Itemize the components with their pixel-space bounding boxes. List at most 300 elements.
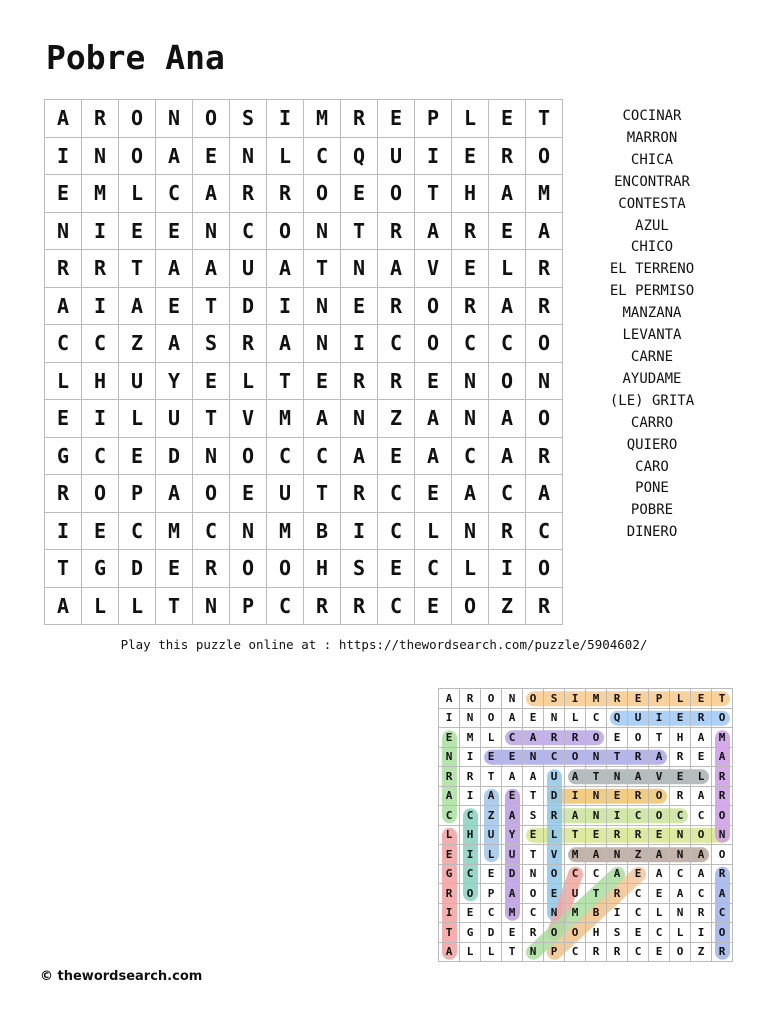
grid-cell: R — [452, 213, 489, 251]
solution-cell: N — [439, 748, 460, 768]
grid-cell: U — [119, 363, 156, 401]
grid-cell: N — [341, 250, 378, 288]
grid-cell: A — [489, 175, 526, 213]
solution-cell: C — [628, 904, 649, 924]
grid-cell: C — [119, 513, 156, 551]
solution-cell: O — [691, 826, 712, 846]
grid-cell: A — [489, 400, 526, 438]
solution-cell: U — [628, 709, 649, 729]
grid-cell: G — [82, 550, 119, 588]
grid-cell: E — [193, 138, 230, 176]
solution-cell: R — [439, 884, 460, 904]
solution-cell: T — [565, 826, 586, 846]
solution-cell: T — [439, 923, 460, 943]
grid-cell: E — [156, 213, 193, 251]
solution-cell: L — [670, 689, 691, 709]
grid-cell: M — [304, 100, 341, 138]
grid-cell: O — [489, 363, 526, 401]
solution-cell: O — [670, 943, 691, 963]
grid-cell: E — [378, 100, 415, 138]
grid-cell: E — [230, 475, 267, 513]
grid-cell: C — [378, 475, 415, 513]
solution-cell: R — [460, 767, 481, 787]
solution-cell: A — [628, 767, 649, 787]
grid-cell: E — [156, 550, 193, 588]
grid-cell: O — [193, 475, 230, 513]
solution-cell: C — [502, 728, 523, 748]
grid-cell: N — [193, 438, 230, 476]
grid-cell: R — [341, 363, 378, 401]
grid-cell: A — [193, 250, 230, 288]
solution-cell: T — [649, 728, 670, 748]
grid-cell: G — [45, 438, 82, 476]
solution-cell: O — [712, 923, 733, 943]
solution-cell: E — [586, 826, 607, 846]
grid-cell: A — [156, 475, 193, 513]
solution-cell: I — [565, 689, 586, 709]
solution-cell: R — [523, 923, 544, 943]
solution-cell: L — [439, 826, 460, 846]
solution-cell: H — [460, 826, 481, 846]
solution-key — [438, 688, 732, 966]
solution-cell: E — [649, 884, 670, 904]
grid-cell: A — [452, 475, 489, 513]
solution-cell: R — [628, 826, 649, 846]
play-online-link[interactable]: Play this puzzle online at : https://thewordsearch.com/puzzle/5904602/ — [120, 637, 648, 652]
solution-cell: R — [712, 865, 733, 885]
word-list-item: POBRE — [630, 502, 674, 519]
grid-cell: A — [489, 288, 526, 326]
word-list-item: CARO — [635, 458, 669, 475]
solution-cell: P — [649, 689, 670, 709]
solution-cell: T — [502, 943, 523, 963]
grid-cell: O — [415, 288, 452, 326]
grid-cell: R — [378, 213, 415, 251]
solution-cell: E — [628, 689, 649, 709]
puzzle-title: Pobre Ana — [46, 38, 225, 77]
solution-cell: I — [607, 904, 628, 924]
grid-cell: T — [304, 475, 341, 513]
solution-cell: A — [712, 884, 733, 904]
solution-cell: C — [712, 904, 733, 924]
grid-cell: N — [230, 513, 267, 551]
grid-cell: O — [526, 325, 563, 363]
grid-cell: R — [230, 325, 267, 363]
solution-cell: A — [565, 767, 586, 787]
grid-cell: I — [82, 400, 119, 438]
solution-cell: N — [670, 845, 691, 865]
grid-cell: O — [378, 175, 415, 213]
solution-cell: A — [439, 787, 460, 807]
solution-cell: N — [502, 689, 523, 709]
solution-cell: O — [628, 728, 649, 748]
solution-cell: M — [586, 689, 607, 709]
solution-cell: E — [502, 748, 523, 768]
solution-cell: Y — [502, 826, 523, 846]
solution-cell: R — [607, 689, 628, 709]
grid-cell: R — [526, 588, 563, 626]
solution-cell: C — [691, 884, 712, 904]
solution-cell: N — [523, 748, 544, 768]
solution-cell: L — [565, 709, 586, 729]
solution-grid — [438, 688, 733, 962]
solution-cell: M — [502, 904, 523, 924]
grid-cell: A — [526, 475, 563, 513]
grid-cell: I — [82, 288, 119, 326]
solution-cell: G — [460, 923, 481, 943]
grid-cell: L — [452, 550, 489, 588]
solution-cell: A — [691, 728, 712, 748]
grid-cell: C — [489, 475, 526, 513]
solution-cell: E — [523, 709, 544, 729]
grid-cell: A — [193, 175, 230, 213]
solution-cell: C — [460, 865, 481, 885]
solution-cell: L — [691, 767, 712, 787]
solution-cell: L — [649, 904, 670, 924]
grid-cell: R — [526, 438, 563, 476]
grid-cell: O — [119, 100, 156, 138]
solution-cell: E — [670, 709, 691, 729]
grid-cell: S — [193, 325, 230, 363]
grid-cell: D — [156, 438, 193, 476]
grid-cell: T — [341, 213, 378, 251]
solution-cell: C — [460, 806, 481, 826]
solution-cell: T — [481, 767, 502, 787]
solution-cell: N — [670, 826, 691, 846]
word-list-item: PONE — [635, 480, 669, 497]
solution-cell: I — [565, 787, 586, 807]
grid-cell: Q — [341, 138, 378, 176]
solution-cell: U — [544, 767, 565, 787]
solution-cell: E — [628, 865, 649, 885]
grid-cell: E — [82, 513, 119, 551]
grid-cell: Z — [378, 400, 415, 438]
grid-cell: M — [82, 175, 119, 213]
solution-cell: L — [460, 943, 481, 963]
grid-cell: T — [415, 175, 452, 213]
solution-cell: O — [481, 689, 502, 709]
grid-cell: N — [230, 138, 267, 176]
solution-cell: T — [523, 787, 544, 807]
grid-cell: N — [45, 213, 82, 251]
solution-cell: E — [460, 904, 481, 924]
solution-cell: A — [586, 845, 607, 865]
grid-cell: U — [230, 250, 267, 288]
grid-cell: P — [230, 588, 267, 626]
solution-cell: T — [523, 845, 544, 865]
grid-cell: M — [267, 400, 304, 438]
solution-cell: T — [607, 748, 628, 768]
grid-cell: S — [341, 550, 378, 588]
grid-cell: O — [526, 400, 563, 438]
grid-cell: A — [489, 438, 526, 476]
grid-cell: C — [230, 213, 267, 251]
solution-cell: R — [712, 767, 733, 787]
grid-cell: O — [526, 550, 563, 588]
grid-cell: C — [82, 438, 119, 476]
solution-cell: L — [544, 826, 565, 846]
solution-cell: U — [481, 826, 502, 846]
solution-cell: O — [523, 884, 544, 904]
grid-cell: L — [452, 100, 489, 138]
word-list-item: QUIERO — [626, 436, 678, 453]
solution-cell: O — [523, 689, 544, 709]
grid-cell: R — [341, 100, 378, 138]
grid-cell: H — [452, 175, 489, 213]
word-list-item: MANZANA — [622, 305, 682, 322]
grid-cell: E — [415, 588, 452, 626]
solution-cell: C — [628, 943, 649, 963]
solution-cell: A — [439, 943, 460, 963]
grid-cell: T — [193, 400, 230, 438]
solution-cell: L — [481, 943, 502, 963]
grid-cell: E — [341, 288, 378, 326]
solution-cell: N — [607, 845, 628, 865]
grid-cell: H — [304, 550, 341, 588]
solution-cell: I — [691, 923, 712, 943]
solution-cell: E — [607, 787, 628, 807]
grid-cell: C — [193, 513, 230, 551]
grid-cell: N — [452, 363, 489, 401]
site-footer[interactable]: © thewordsearch.com — [40, 969, 203, 984]
solution-cell: O — [565, 923, 586, 943]
word-list-item: AZUL — [635, 217, 669, 234]
solution-cell: O — [544, 923, 565, 943]
solution-cell: E — [649, 943, 670, 963]
grid-cell: A — [45, 100, 82, 138]
solution-cell: N — [523, 943, 544, 963]
grid-cell: A — [415, 213, 452, 251]
grid-cell: I — [341, 513, 378, 551]
solution-cell: M — [460, 728, 481, 748]
solution-cell: N — [586, 787, 607, 807]
grid-cell: N — [526, 363, 563, 401]
grid-cell: R — [378, 288, 415, 326]
grid-cell: L — [45, 363, 82, 401]
grid-cell: N — [82, 138, 119, 176]
grid-cell: L — [119, 400, 156, 438]
solution-cell: A — [670, 884, 691, 904]
grid-cell: R — [82, 250, 119, 288]
grid-cell: O — [82, 475, 119, 513]
grid-cell: I — [267, 100, 304, 138]
solution-cell: N — [670, 904, 691, 924]
grid-cell: C — [378, 325, 415, 363]
grid-cell: T — [304, 250, 341, 288]
grid-cell: V — [415, 250, 452, 288]
solution-cell: I — [649, 709, 670, 729]
solution-cell: R — [691, 904, 712, 924]
grid-cell: A — [45, 588, 82, 626]
word-list-item: COCINAR — [622, 108, 682, 124]
grid-cell: R — [452, 288, 489, 326]
solution-cell: O — [649, 787, 670, 807]
word-list-item: ENCONTRAR — [614, 173, 690, 190]
grid-cell: Z — [119, 325, 156, 363]
solution-cell: V — [544, 845, 565, 865]
grid-cell: O — [193, 100, 230, 138]
solution-cell: O — [712, 806, 733, 826]
grid-cell: T — [156, 588, 193, 626]
grid-cell: O — [452, 588, 489, 626]
solution-cell: E — [502, 787, 523, 807]
grid-cell: O — [415, 325, 452, 363]
grid-cell: A — [45, 288, 82, 326]
grid-cell: A — [415, 438, 452, 476]
solution-cell: L — [481, 728, 502, 748]
grid-cell: T — [193, 288, 230, 326]
word-list-item: MARRON — [626, 129, 678, 146]
grid-cell: U — [156, 400, 193, 438]
solution-cell: N — [523, 865, 544, 885]
solution-cell: A — [502, 884, 523, 904]
grid-cell: E — [452, 138, 489, 176]
grid-cell: R — [45, 475, 82, 513]
solution-cell: A — [607, 865, 628, 885]
word-list-item: CARRO — [630, 414, 674, 431]
grid-cell: L — [119, 588, 156, 626]
solution-cell: E — [670, 767, 691, 787]
grid-cell: Z — [489, 588, 526, 626]
solution-cell: N — [586, 806, 607, 826]
grid-cell: R — [341, 588, 378, 626]
grid-cell: U — [267, 475, 304, 513]
solution-cell: R — [439, 767, 460, 787]
grid-cell: C — [452, 325, 489, 363]
solution-cell: A — [502, 806, 523, 826]
solution-cell: C — [481, 904, 502, 924]
grid-cell: E — [341, 175, 378, 213]
word-list-item: CHICA — [630, 151, 674, 168]
grid-cell: T — [267, 363, 304, 401]
letter-grid — [44, 99, 563, 625]
grid-cell: I — [45, 513, 82, 551]
solution-cell: N — [607, 767, 628, 787]
solution-cell: C — [628, 884, 649, 904]
solution-cell: L — [481, 845, 502, 865]
grid-cell: N — [156, 100, 193, 138]
solution-cell: I — [439, 904, 460, 924]
grid-cell: L — [119, 175, 156, 213]
grid-cell: V — [230, 400, 267, 438]
solution-cell: E — [628, 923, 649, 943]
word-list-item: AYUDAME — [622, 370, 682, 387]
grid-cell: R — [82, 100, 119, 138]
grid-cell: R — [378, 363, 415, 401]
grid-cell: E — [378, 550, 415, 588]
solution-cell: A — [502, 767, 523, 787]
solution-cell: A — [649, 748, 670, 768]
grid-cell: L — [267, 138, 304, 176]
grid-cell: R — [193, 550, 230, 588]
solution-cell: R — [565, 728, 586, 748]
grid-cell: Y — [156, 363, 193, 401]
solution-cell: C — [670, 806, 691, 826]
solution-cell: R — [628, 787, 649, 807]
solution-cell: A — [691, 787, 712, 807]
solution-cell: Q — [607, 709, 628, 729]
solution-cell: I — [607, 806, 628, 826]
grid-cell: A — [156, 250, 193, 288]
word-list-item: DINERO — [626, 524, 678, 541]
grid-cell: A — [378, 250, 415, 288]
solution-cell: C — [586, 865, 607, 885]
grid-cell: E — [304, 363, 341, 401]
solution-cell: C — [670, 865, 691, 885]
grid-cell: L — [489, 250, 526, 288]
solution-cell: E — [691, 689, 712, 709]
word-list-item: LEVANTA — [622, 327, 682, 344]
word-list-item: EL PERMISO — [609, 283, 695, 300]
word-list-item: (LE) GRITA — [609, 392, 695, 409]
solution-cell: E — [523, 826, 544, 846]
grid-cell: I — [415, 138, 452, 176]
solution-cell: D — [481, 923, 502, 943]
solution-cell: C — [691, 806, 712, 826]
solution-cell: A — [523, 728, 544, 748]
solution-cell: C — [628, 806, 649, 826]
grid-cell: P — [415, 100, 452, 138]
grid-cell: U — [378, 138, 415, 176]
solution-cell: U — [565, 884, 586, 904]
solution-cell: R — [544, 806, 565, 826]
grid-cell: R — [304, 588, 341, 626]
word-list-item: CHICO — [630, 239, 674, 256]
grid-cell: E — [45, 400, 82, 438]
solution-cell: L — [670, 923, 691, 943]
solution-cell: S — [523, 806, 544, 826]
grid-cell: R — [45, 250, 82, 288]
solution-cell: C — [649, 923, 670, 943]
solution-cell: C — [565, 943, 586, 963]
solution-cell: P — [544, 943, 565, 963]
solution-cell: A — [649, 865, 670, 885]
solution-cell: O — [565, 748, 586, 768]
solution-cell: E — [439, 845, 460, 865]
grid-cell: A — [119, 288, 156, 326]
solution-cell: R — [586, 943, 607, 963]
grid-cell: H — [82, 363, 119, 401]
solution-cell: Z — [481, 806, 502, 826]
grid-cell: R — [489, 138, 526, 176]
solution-cell: A — [565, 806, 586, 826]
grid-cell: I — [45, 138, 82, 176]
grid-cell: C — [489, 325, 526, 363]
solution-cell: M — [565, 904, 586, 924]
grid-cell: O — [230, 550, 267, 588]
solution-cell: T — [586, 767, 607, 787]
grid-cell: R — [526, 250, 563, 288]
solution-cell: I — [460, 845, 481, 865]
grid-cell: N — [304, 288, 341, 326]
grid-cell: R — [489, 513, 526, 551]
grid-cell: E — [45, 175, 82, 213]
solution-cell: E — [439, 728, 460, 748]
solution-cell: C — [523, 904, 544, 924]
grid-cell: R — [230, 175, 267, 213]
grid-cell: C — [267, 438, 304, 476]
solution-cell: C — [586, 709, 607, 729]
solution-cell: I — [460, 748, 481, 768]
grid-cell: N — [452, 400, 489, 438]
solution-cell: Z — [691, 943, 712, 963]
grid-cell: C — [415, 550, 452, 588]
grid-cell: C — [526, 513, 563, 551]
solution-cell: O — [460, 884, 481, 904]
solution-cell: R — [712, 787, 733, 807]
grid-cell: M — [156, 513, 193, 551]
grid-cell: L — [230, 363, 267, 401]
